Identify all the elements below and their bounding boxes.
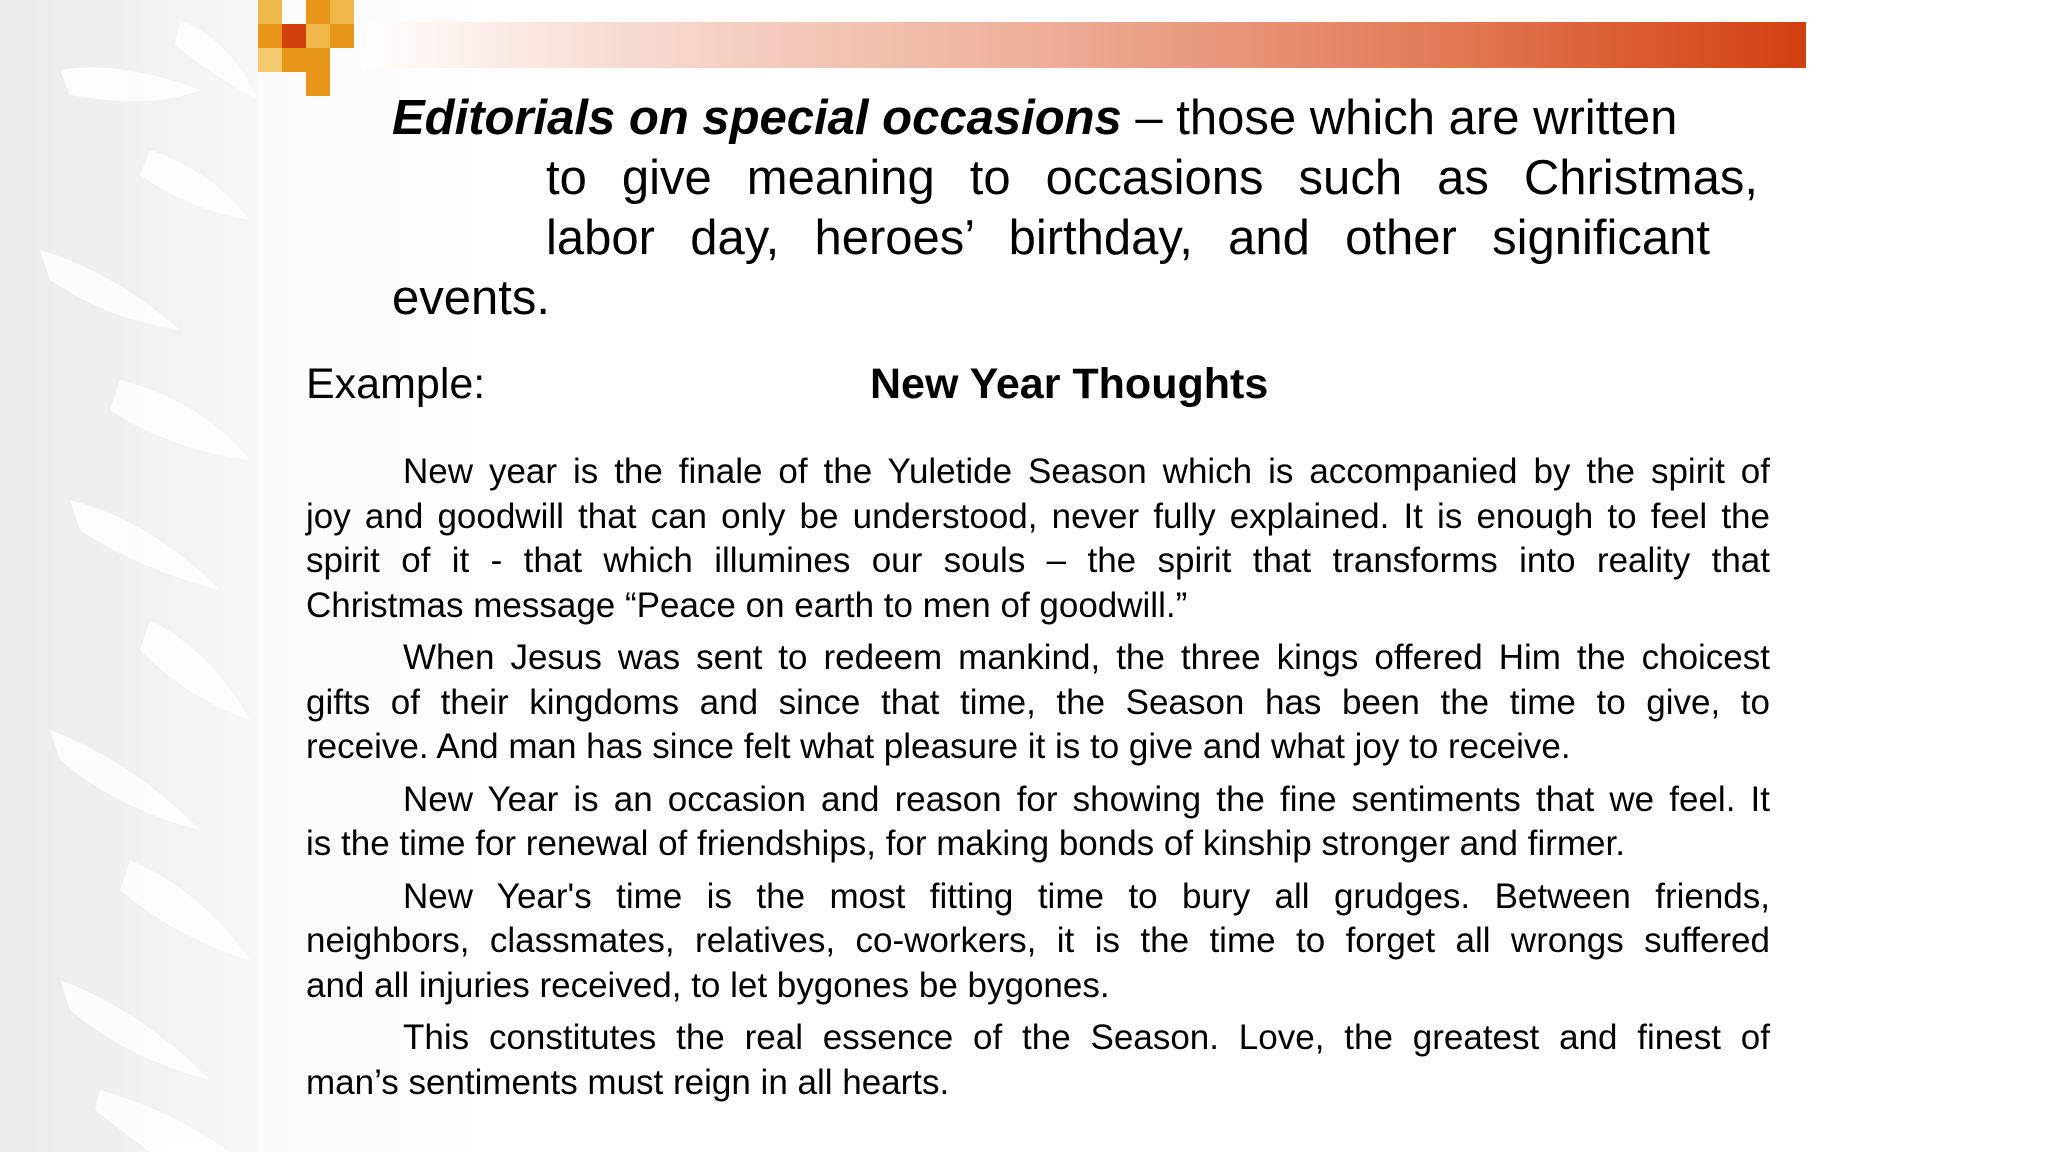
checker-logo-icon [258,0,378,96]
paragraph-line: New Year is an occasion and reason for showing the fine sentiments that we feel. It [403,779,1770,819]
heading-line-1: Editorials on special occasions – those which are written [392,91,1678,145]
example-title: New Year Thoughts [870,360,1269,408]
decorative-side-panel [0,0,258,1152]
header-gradient-bar [362,22,1806,68]
heading-line-2: to give meaning to occasions such as Christmas, [546,151,1758,205]
paragraph-line: When Jesus was sent to redeem mankind, the three kings offered Him the choicest [403,638,1770,677]
heading-term: Editorials on special occasions [392,91,1122,145]
paragraph-line: spirit of it - that which illumines our souls – the spirit that transforms into reality that [306,541,1770,580]
heading-line-4: events. [392,271,550,325]
paragraph [306,450,1770,628]
editorial-body [306,450,1770,1113]
paragraph [306,778,1770,867]
paragraph-line: New Year's time is the most fitting time to bury all grudges. Between friends, [403,876,1770,916]
paragraph-line: receive. And man has since felt what pleasure it is to give and what joy to receive. [306,727,1571,766]
definition-heading [392,88,1762,328]
paragraph-line: gifts of their kingdoms and since that time, the Season has been the time to give, to [306,682,1770,722]
paragraph-line: joy and goodwill that can only be understood, never fully explained. It is enough to feel the [306,496,1770,536]
paragraph-line: This constitutes the real essence of the Season. Love, the greatest and finest of [403,1018,1770,1057]
paragraph-line: neighbors, classmates, relatives, co-workers, it is the time to forget all wrongs suffered [306,921,1770,960]
example-label: Example: [306,360,486,408]
heading-line-3: labor day, heroes’ birthday, and other significant [546,211,1710,265]
brush-stroke-pattern [0,0,258,1152]
paragraph [306,636,1770,770]
paragraph-line: and all injuries received, to let bygones be bygones. [306,965,1110,1005]
paragraph-line: is the time for renewal of friendships, for making bonds of kinship stronger and firmer. [306,824,1625,863]
paragraph [306,1016,1770,1105]
paragraph-line: man’s sentiments must reign in all hearts. [306,1062,950,1102]
paragraph-line: New year is the finale of the Yuletide Season which is accompanied by the spirit of [403,452,1770,491]
paragraph-line: Christmas message “Peace on earth to men of goodwill.” [306,585,1188,625]
paragraph [306,875,1770,1009]
